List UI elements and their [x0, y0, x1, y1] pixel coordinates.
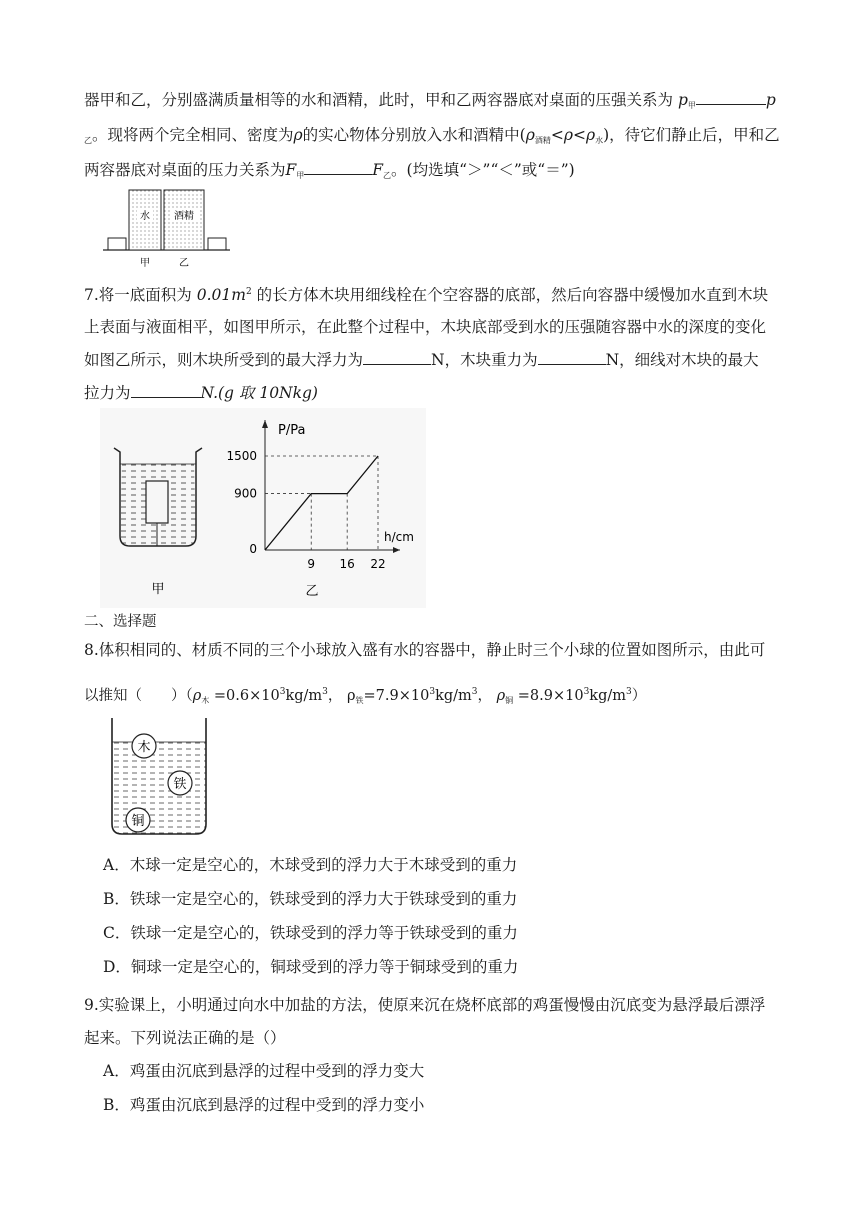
- lt-symbol: <: [550, 126, 564, 144]
- y-axis-label: P/Pa: [278, 423, 306, 438]
- exp: 3: [429, 687, 436, 697]
- rho-symbol: ρ: [585, 126, 596, 144]
- q7-text: N.(g 取 10Nkg): [200, 384, 318, 402]
- q8-line-2: [84, 682, 646, 711]
- label-jia: 甲: [140, 258, 150, 269]
- rho-symbol: ρ: [525, 126, 535, 144]
- q6-text: 器甲和乙，分别盛满质量相等的水和酒精，此时，甲和乙两容器底对桌面的压强关系为: [84, 91, 674, 109]
- q6-text: 的实心物体分别放入水和酒精中(: [302, 126, 526, 144]
- y-tick-label: 900: [234, 486, 257, 501]
- area-exponent: 2: [245, 287, 252, 297]
- density-wood: =0.6×10: [213, 687, 280, 704]
- origin-label: 0: [249, 542, 257, 556]
- balls-figure: [104, 716, 214, 840]
- rho-symbol: ρ: [563, 126, 573, 144]
- rho-symbol: ρ: [346, 687, 356, 704]
- f-symbol: F: [372, 161, 384, 179]
- sub-tie: 铁: [355, 695, 364, 705]
- blank-tension[interactable]: [131, 383, 201, 398]
- q7-text: 上表面与液面相平，如图甲所示，在此整个过程中，木块底部受到水的压强随容器中水的深度的变化: [84, 318, 767, 336]
- sub-mu: 木: [201, 695, 210, 705]
- q9-line-1: 9.实验课上，小明通过向水中加盐的方法，使原来沉在烧杯底部的鸡蛋慢慢由沉底变为悬浮最后漂浮: [84, 996, 766, 1014]
- x-axis-label: h/cm: [384, 530, 414, 544]
- q6-text: 。现将两个完全相同、密度为: [92, 126, 294, 144]
- exp: 3: [322, 687, 328, 697]
- exp: 3: [471, 687, 478, 697]
- q6-text: 。(均选填“＞”“＜”或“＝”): [391, 161, 575, 179]
- q8-option-a[interactable]: A．木球一定是空心的，木球受到的浮力大于木球受到的重力: [103, 856, 518, 874]
- q7-text: 拉力为: [84, 384, 131, 402]
- rho-symbol: ρ: [496, 687, 506, 704]
- sub-jia: 甲: [296, 171, 305, 180]
- q6-text: )，待它们静止后，甲和乙: [603, 126, 780, 144]
- q7-text: 如图乙所示，则木块所受到的最大浮力为: [84, 351, 364, 369]
- exp: 3: [583, 687, 590, 697]
- sub-yi: 乙: [84, 136, 92, 145]
- q6-line-3: [84, 160, 575, 186]
- sub-tong: 铜: [505, 695, 514, 705]
- close-paren: ）: [631, 687, 647, 704]
- q6-line-2: [84, 125, 780, 151]
- y-tick-label: 1500: [226, 449, 257, 463]
- q8-option-d[interactable]: D．铜球一定是空心的，铜球受到的浮力等于铜球受到的重力: [103, 958, 519, 976]
- small-block-left: [108, 238, 126, 250]
- q8-option-c[interactable]: C．铁球一定是空心的，铁球受到的浮力等于铁球受到的重力: [103, 924, 518, 942]
- beaker-label: 甲: [151, 582, 165, 597]
- q9-line-2: 起来。下列说法正确的是（）: [84, 1029, 286, 1047]
- blank-force[interactable]: [304, 160, 372, 175]
- q8-option-b[interactable]: B．铁球一定是空心的，铁球受到的浮力大于铁球受到的重力: [103, 890, 518, 908]
- sub-jiujing: 酒精: [534, 136, 551, 145]
- ball-wood-label: 木: [137, 740, 151, 755]
- q7-text: 的长方体木块用细线栓在个空容器的底部，然后向容器中缓慢加水直到木块: [256, 286, 769, 305]
- q9-option-b[interactable]: B．鸡蛋由沉底到悬浮的过程中受到的浮力变小: [103, 1096, 425, 1114]
- unit: kg/m: [589, 687, 626, 704]
- density-iron: =7.9×10: [363, 687, 430, 704]
- density-copper: =8.9×10: [517, 687, 584, 704]
- lt-symbol: <: [572, 126, 586, 144]
- x-tick-label: 9: [307, 557, 316, 571]
- q9-option-a[interactable]: A．鸡蛋由沉底到悬浮的过程中受到的浮力变大: [103, 1062, 425, 1080]
- chart-label: 乙: [305, 584, 319, 599]
- ball-iron-label: 铁: [173, 777, 187, 792]
- q7-text: 7.将一底面积为: [84, 286, 192, 305]
- unit: kg/m: [435, 687, 472, 704]
- q6-text: 两容器底对桌面的压力关系为: [84, 161, 286, 179]
- q7-text: N，细线对木块的最大: [605, 351, 759, 369]
- label-alcohol: 酒精: [174, 211, 194, 222]
- q7-line-1: [84, 282, 768, 305]
- sub-jia: 甲: [687, 101, 696, 110]
- q7-text: N，木块重力为: [431, 351, 538, 369]
- x-tick-label: 22: [370, 557, 386, 571]
- rho-symbol: ρ: [293, 126, 303, 144]
- sep: ，: [477, 687, 492, 704]
- q8-line-1: [84, 640, 765, 660]
- label-yi: 乙: [179, 258, 189, 269]
- unit: kg/m: [285, 687, 323, 704]
- p-symbol: p: [677, 91, 688, 109]
- q7-figure: [100, 408, 426, 608]
- q7-line-4: [84, 383, 318, 403]
- rho-symbol: ρ: [192, 687, 202, 704]
- q6-line-1: [84, 90, 776, 116]
- small-block-right: [208, 238, 226, 250]
- q8-text: 以推知（ ）（: [84, 687, 193, 704]
- ball-copper-label: 铜: [131, 814, 145, 829]
- wood-block: [146, 481, 168, 523]
- sub-shui: 水: [595, 136, 604, 145]
- blank-weight[interactable]: [538, 350, 606, 365]
- x-tick-label: 16: [339, 557, 355, 571]
- containers-figure: [100, 186, 240, 272]
- sep: ，: [327, 687, 343, 704]
- label-water: 水: [140, 211, 150, 222]
- section-title: 二、选择题: [84, 614, 157, 630]
- blank-pressure[interactable]: [696, 90, 766, 105]
- p-symbol: p: [765, 91, 776, 109]
- area-value: 0.01m: [196, 286, 246, 305]
- exp: 3: [626, 687, 632, 697]
- exp: 3: [279, 687, 286, 697]
- q7-line-2: [84, 317, 766, 337]
- q8-text: 8.体积相同的、材质不同的三个小球放入盛有水的容器中，静止时三个小球的位置如图所示，由此可: [84, 641, 766, 659]
- q7-line-3: [84, 350, 759, 370]
- blank-max-buoyancy[interactable]: [363, 350, 431, 365]
- sub-yi: 乙: [383, 171, 392, 180]
- f-symbol: F: [285, 161, 297, 179]
